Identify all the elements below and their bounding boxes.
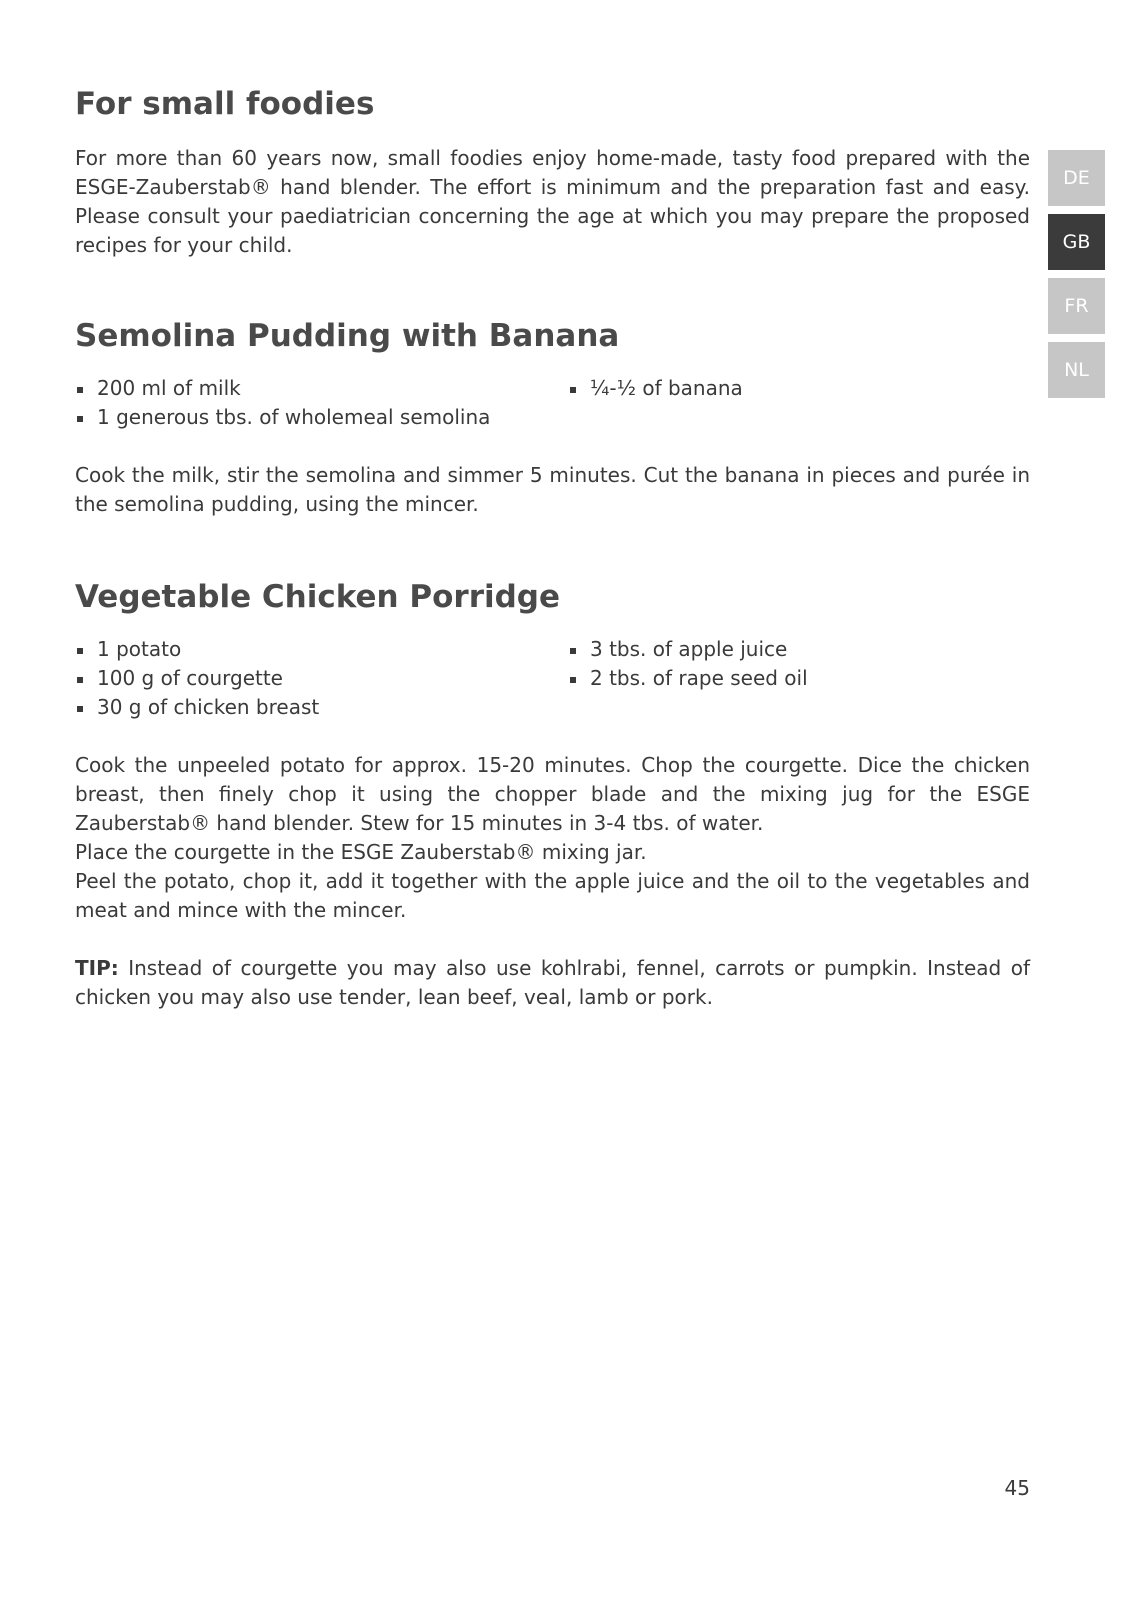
intro-text: For more than 60 years now, small foodies enjoy home-made, tasty food prepared with the ESGE-Zauberstab® hand blender. The effort is minimum and the preparation fast and easy. Please consult your paediatrician concerning the age at which you may prepare the proposed recipes for your child. <box>75 146 1030 257</box>
list-item: ¼-½ of banana <box>568 374 1030 403</box>
list-item: 3 tbs. of apple juice <box>568 635 1030 664</box>
language-tab-nl[interactable]: NL <box>1048 342 1105 398</box>
recipe1-title: Semolina Pudding with Banana <box>75 318 620 354</box>
recipe2-method-line: Peel the potato, chop it, add it together with the apple juice and the oil to the vegetables and meat and mince with the mincer. <box>75 869 1030 922</box>
language-tab-de[interactable]: DE <box>1048 150 1105 206</box>
tip-label: TIP: <box>75 956 119 980</box>
intro-section <box>75 80 1030 260</box>
recipe2-ingredients <box>75 635 1030 722</box>
language-tab-gb[interactable]: GB <box>1048 214 1105 270</box>
intro-title: For small foodies <box>75 86 375 122</box>
list-item: 100 g of courgette <box>75 664 568 693</box>
recipe1-ingredients <box>75 374 1030 432</box>
list-item: 1 generous tbs. of wholemeal semolina <box>75 403 568 432</box>
list-item: 2 tbs. of rape seed oil <box>568 664 1030 693</box>
recipe-semolina-pudding <box>75 312 1030 519</box>
recipe2-ingredients-right <box>568 635 1030 722</box>
recipe1-ingredients-left <box>75 374 568 432</box>
list-item: 1 potato <box>75 635 568 664</box>
recipe2-tip <box>75 954 1030 1012</box>
list-item: 30 g of chicken breast <box>75 693 568 722</box>
recipe-vegetable-chicken-porridge <box>75 573 1030 1012</box>
recipe2-ingredients-left <box>75 635 568 722</box>
recipe1-method: Cook the milk, stir the semolina and simmer 5 minutes. Cut the banana in pieces and purée in the semolina pudding, using the mincer. <box>75 463 1030 516</box>
recipe2-method-line: Cook the unpeeled potato for approx. 15-20 minutes. Chop the courgette. Dice the chicken breast, then finely chop it using the chopper blade and the mixing jug for the ESGE Zauberstab® hand blender. Stew for 15 minutes in 3-4 tbs. of water. <box>75 753 1030 835</box>
language-tab-fr[interactable]: FR <box>1048 278 1105 334</box>
page-number: 45 <box>1004 1476 1030 1500</box>
recipe2-method <box>75 751 1030 925</box>
list-item: 200 ml of milk <box>75 374 568 403</box>
recipe2-method-line: Place the courgette in the ESGE Zauberstab® mixing jar. <box>75 840 647 864</box>
recipe1-ingredients-right <box>568 374 1030 432</box>
tip-text: Instead of courgette you may also use kohlrabi, fennel, carrots or pumpkin. Instead of chicken you may also use tender, lean beef, veal, lamb or pork. <box>75 956 1030 1009</box>
recipe2-title: Vegetable Chicken Porridge <box>75 579 561 615</box>
language-tabs <box>1048 150 1105 406</box>
